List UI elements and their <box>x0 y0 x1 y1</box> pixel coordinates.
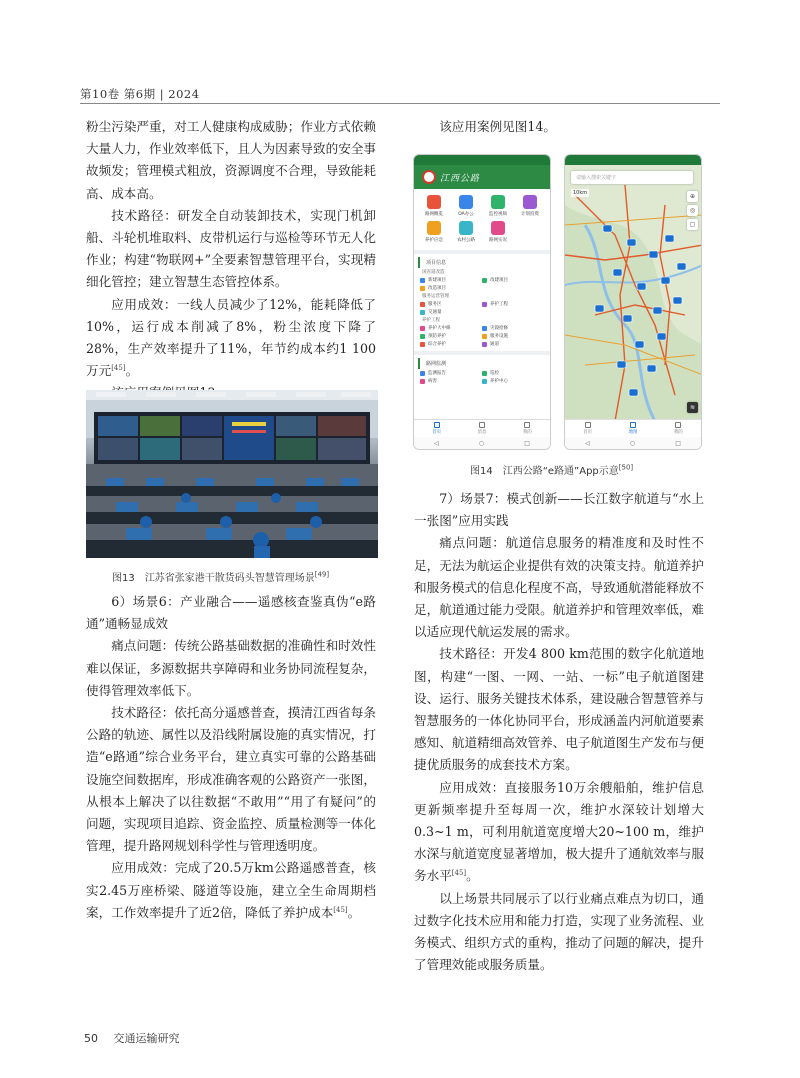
menu-row <box>414 324 550 332</box>
figure-13-caption <box>112 569 372 584</box>
subsection-title: 服务运营管理 <box>422 294 449 299</box>
caption-text: 图14 江西公路“e路通”App示意 <box>470 466 619 477</box>
citation: [45] <box>111 364 126 373</box>
function-label: 路网实况 <box>489 238 507 243</box>
citation: [49] <box>314 570 330 579</box>
app-title: 江西公路 <box>440 173 481 184</box>
menu-item-label: 服务区 <box>428 302 442 307</box>
paragraph <box>414 777 704 888</box>
menu-item[interactable] <box>420 309 482 315</box>
back-icon[interactable]: ◁ <box>585 439 590 447</box>
function-icon <box>459 195 473 209</box>
function-grid-item[interactable] <box>418 195 450 217</box>
item-icon <box>420 371 425 376</box>
menu-item-label: 综合养护 <box>428 342 446 347</box>
menu-row <box>414 300 550 308</box>
paragraph: 技术路径：开发4 800 km范围的数字化航道地图，构建“一图、一网、一站、一标”电子航道图建设、运行、服务关键技术体系，建设融合智慧管养与智慧服务的一体化协同平台，形成涵盖内河航道要素感知、航道精细高效管养、电子航道图生产发布与便捷优质服务的成套技术方案。 <box>414 646 704 773</box>
tab-label: 地图 <box>628 430 638 435</box>
figure-13-photo <box>86 390 378 558</box>
tab-label: 首页 <box>583 430 593 435</box>
home-icon <box>434 422 440 428</box>
tab-messages[interactable] <box>477 422 486 435</box>
menu-item[interactable] <box>420 370 482 376</box>
tab-home[interactable] <box>432 422 441 435</box>
subsection-title: 国省道改造 <box>422 270 445 275</box>
function-grid-item[interactable] <box>514 195 546 217</box>
app-tabbar <box>414 419 550 437</box>
page-number: 50 <box>84 1032 98 1045</box>
subsection-title: 养护工程 <box>422 318 440 323</box>
layers-icon[interactable]: ⊕ <box>687 191 698 202</box>
item-icon <box>482 334 487 339</box>
running-header: 第10卷 第6期 | 2024 <box>80 87 200 101</box>
app-topbar <box>414 165 550 189</box>
item-icon <box>482 278 487 283</box>
tab-profile[interactable] <box>523 422 532 435</box>
menu-item-empty <box>482 309 544 315</box>
journal-name: 交通运输研究 <box>113 1032 180 1045</box>
control-room-image <box>86 390 378 558</box>
map-view[interactable] <box>565 165 701 419</box>
item-icon <box>482 342 487 347</box>
right-column-bottom <box>414 488 704 976</box>
menu-item-label: 服务设施 <box>490 334 508 339</box>
menu-item[interactable] <box>482 301 544 307</box>
citation: [45] <box>451 869 467 878</box>
search-input[interactable]: 请输入搜索关键字 <box>571 171 693 184</box>
function-label: 农村公路 <box>457 238 475 243</box>
app-screenshot-map <box>564 154 702 450</box>
header-rule <box>80 103 720 104</box>
item-icon <box>482 326 487 331</box>
paragraph <box>86 294 376 383</box>
menu-item[interactable] <box>420 277 482 283</box>
menu-item-label: 交通量 <box>428 310 442 315</box>
menu-row <box>414 308 550 316</box>
function-icon <box>491 221 505 235</box>
paragraph: 该应用案例见图14。 <box>439 119 556 134</box>
system-navbar <box>414 437 550 449</box>
citation: [45] <box>333 905 348 914</box>
menu-item-label: 巡检 <box>490 371 499 376</box>
paragraph: 技术路径：依托高分遥感普查，摸清江西省每条公路的轨迹、属性以及沿线附属设施的真实情况，打造“e路通”综合业务平台，建立真实可靠的公路基础设施空间数据库，形成准确客观的公路资产一张图，从根本上解决了以往数据“不敢用”“用了有疑问”的问题，实现项目追踪、资金监控、质量检测等一体化管理，提升路网规划科学性与管理透明度。 <box>86 705 376 854</box>
section-divider <box>414 250 550 254</box>
menu-row <box>414 369 550 377</box>
tab-label: 首页 <box>432 430 442 435</box>
paragraph: 粉尘污染严重，对工人健康构成威胁；作业方式依赖大量人力，作业效率低下，且人为因素导致的安全事故频发；管理模式粗放，资源调度不合理，导致能耗高、成本高。 <box>86 119 376 201</box>
citation: [50] <box>618 463 634 472</box>
item-icon <box>420 334 425 339</box>
menu-item[interactable] <box>482 341 544 347</box>
section-heading: 7）场景7：模式创新——长江数字航道与“水上一张图”应用实践 <box>414 491 704 529</box>
map-icon <box>630 422 636 428</box>
menu-item-label: 养护中心 <box>490 379 508 384</box>
menu-item[interactable] <box>420 333 482 339</box>
item-icon <box>420 278 425 283</box>
home-icon <box>585 422 591 428</box>
item-icon <box>420 379 425 384</box>
function-grid-item[interactable] <box>450 195 482 217</box>
status-bar <box>414 155 550 165</box>
paragraph-text: 应用成效：完成了20.5万km公路遥感普查，核实2.45万座桥梁、隧道等设施，建立全生命周期档案，工作效率提升了近2倍，降低了养护成本 <box>86 860 376 920</box>
paragraph: 技术路径：研发全自动装卸技术，实现门机卸船、斗轮机堆取料、皮带机运行与巡检等环节无人化作业；构建“物联网+”全要素智慧管理平台，实现精细化管控；建立智慧生态管控体系。 <box>86 207 376 290</box>
menu-item[interactable] <box>482 333 544 339</box>
menu-item[interactable] <box>420 325 482 331</box>
tool-icon[interactable]: ▢ <box>687 219 698 230</box>
location-icon[interactable]: ◎ <box>687 205 698 216</box>
menu-item-label: 改造项目 <box>428 286 446 291</box>
menu-item-label: 新建项目 <box>428 278 446 283</box>
section-heading: 6）场景6：产业融合——遥感核查鉴真伪“e路通”通畅显成效 <box>86 594 376 632</box>
tab-map[interactable] <box>628 422 637 435</box>
recent-apps-icon[interactable]: □ <box>524 439 530 447</box>
item-icon <box>482 302 487 307</box>
function-label: OA办公 <box>458 212 474 217</box>
paragraph-end: 。 <box>347 904 361 920</box>
menu-item[interactable] <box>482 325 544 331</box>
message-icon <box>479 422 485 428</box>
home-circle-icon[interactable]: ○ <box>478 439 485 447</box>
menu-item-label: 养护工程 <box>490 302 508 307</box>
menu-item-label: 预防养护 <box>428 334 446 339</box>
tab-home[interactable] <box>583 422 592 435</box>
function-grid-item[interactable] <box>450 221 482 243</box>
item-icon <box>420 310 425 315</box>
menu-item-label: 灾毁抢修 <box>490 326 508 331</box>
recent-apps-icon[interactable]: □ <box>675 439 681 447</box>
function-icon <box>459 221 473 235</box>
item-icon <box>420 286 425 291</box>
function-grid <box>414 189 550 247</box>
function-grid-item[interactable] <box>418 221 450 243</box>
tab-label: 消息 <box>477 430 487 435</box>
paragraph <box>86 857 376 924</box>
menu-row <box>414 276 550 284</box>
menu-row <box>414 377 550 385</box>
user-icon <box>524 422 530 428</box>
menu-item[interactable] <box>420 285 482 291</box>
menu-item-label: 监测报告 <box>428 371 446 376</box>
app-tabbar <box>565 419 701 437</box>
paragraph-text: 应用成效：一线人员减少了12%，能耗降低了10%，运行成本削减了8%，粉尘浓度下降了28%，生产效率提升了11%，年节约成本约1 100万元 <box>86 296 376 379</box>
left-column <box>86 116 376 405</box>
menu-row <box>414 284 550 292</box>
road-map <box>565 165 701 419</box>
section-divider <box>414 351 550 355</box>
status-bar <box>565 155 701 165</box>
tab-profile[interactable] <box>674 422 683 435</box>
function-icon <box>427 221 441 235</box>
function-icon <box>427 195 441 209</box>
menu-item-empty <box>482 285 544 291</box>
page-footer <box>84 1030 180 1046</box>
paragraph: 痛点问题：传统公路基础数据的准确性和时效性难以保证，多源数据共享障碍和业务协同流程复杂，使得管理效率低下。 <box>86 638 376 698</box>
paragraph-end: 。 <box>125 363 139 379</box>
scale-label: 10km <box>573 190 588 196</box>
function-label: 养护应急 <box>425 238 443 243</box>
item-icon <box>420 326 425 331</box>
menu-item-label: 通道 <box>490 342 499 347</box>
function-icon <box>491 195 505 209</box>
function-label: 监控视频 <box>489 212 507 217</box>
paragraph-end: 。 <box>466 868 479 884</box>
function-label: 路网概览 <box>425 212 443 217</box>
section-title: 路网监测 <box>418 358 550 369</box>
menu-item-label: 养护大中修 <box>428 326 451 331</box>
menu-item-label: 病害 <box>428 379 437 384</box>
menu-item[interactable] <box>482 277 544 283</box>
menu-row <box>414 332 550 340</box>
item-icon <box>482 371 487 376</box>
home-circle-icon[interactable]: ○ <box>629 439 636 447</box>
logo-icon <box>422 170 436 184</box>
paragraph: 痛点问题：航道信息服务的精准度和及时性不足，无法为航运企业提供有效的决策支持。航道养护和服务模式的信息化程度不高，导致通航潜能释放不足，航道通过能力受限。航道养护和管理效率低，难以适应现代航运发展的需求。 <box>414 535 704 640</box>
menu-item[interactable] <box>482 370 544 376</box>
menu-row <box>414 340 550 348</box>
function-icon <box>523 195 537 209</box>
menu-item-label: 改建项目 <box>490 278 508 283</box>
menu-item[interactable] <box>420 341 482 347</box>
menu-item[interactable] <box>482 378 544 384</box>
paragraph-text: 应用成效：直接服务10万余艘船舶，维护信息更新频率提升至每周一次，维护水深较计划增大0.3~1 m，可利用航道宽度增大20~100 m，维护水深与航道宽度显著增加，极大提升了通航效率与服务水平 <box>414 779 704 884</box>
tab-label: 我的 <box>522 430 532 435</box>
item-icon <box>420 302 425 307</box>
system-navbar <box>565 437 701 449</box>
paragraph: 以上场景共同展示了以行业痛点难点为切口，通过数字化技术应用和能力打造，实现了业务流程、业务模式、组织方式的重构，推动了问题的解决，提升了管理效能或服务质量。 <box>414 890 704 973</box>
layer-toggle-icon[interactable]: ≋ <box>687 402 698 413</box>
section-title: 项目信息 <box>418 257 550 268</box>
menu-item[interactable] <box>420 301 482 307</box>
back-icon[interactable]: ◁ <box>434 439 439 447</box>
function-grid-item[interactable] <box>482 221 514 243</box>
figure-14-caption <box>470 462 710 477</box>
function-grid-item[interactable] <box>482 195 514 217</box>
caption-text: 图13 江苏省张家港干散货码头智慧管理场景 <box>112 573 315 584</box>
user-icon <box>675 422 681 428</box>
item-icon <box>482 379 487 384</box>
left-column-continued <box>86 591 376 924</box>
right-column-top <box>414 116 704 138</box>
item-icon <box>420 342 425 347</box>
function-label: 计划投资 <box>521 212 539 217</box>
tab-label: 我的 <box>673 430 683 435</box>
menu-item[interactable] <box>420 378 482 384</box>
app-screenshot-home <box>413 154 551 450</box>
